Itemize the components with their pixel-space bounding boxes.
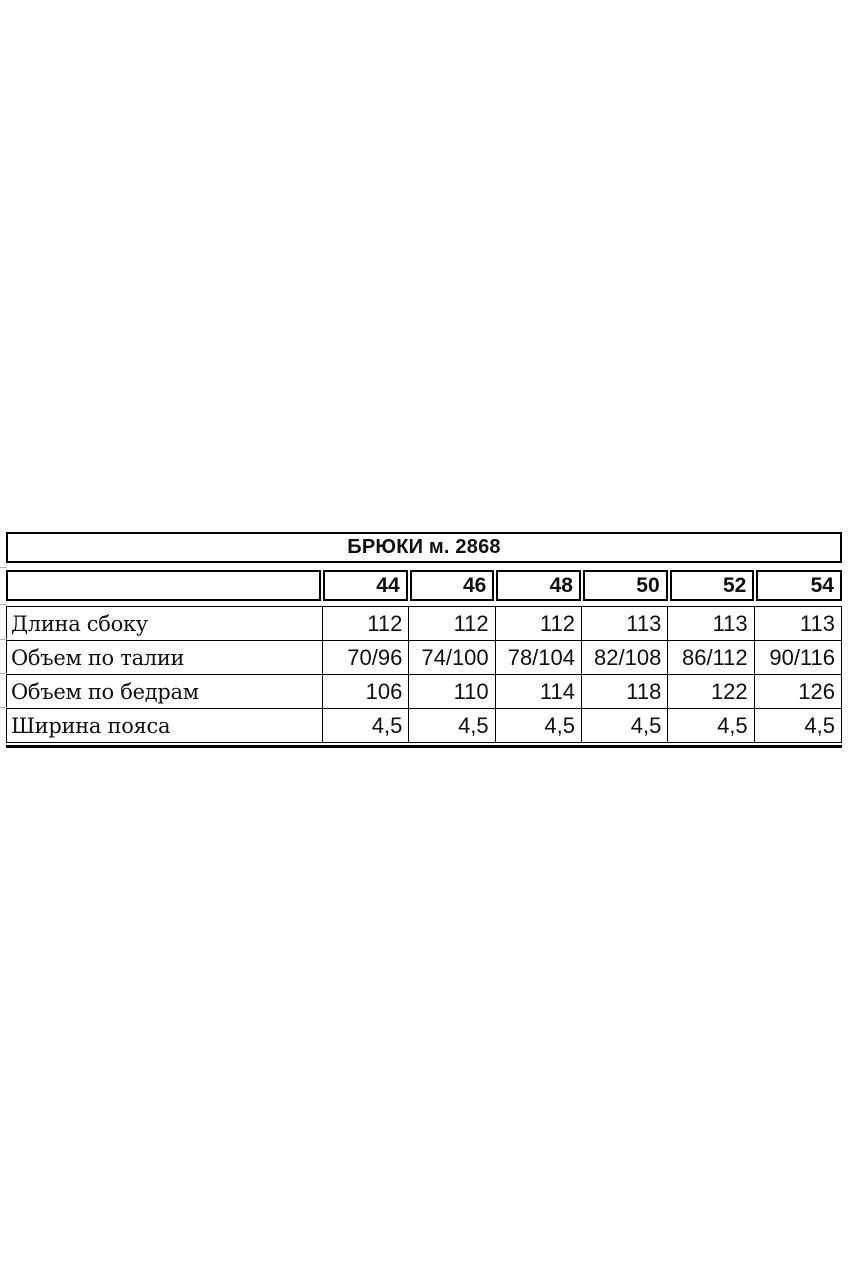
value-cell: 112 bbox=[409, 607, 495, 640]
value-cell: 112 bbox=[323, 607, 409, 640]
size-header-blank-cell bbox=[6, 570, 321, 601]
value-cell: 4,5 bbox=[582, 709, 668, 742]
value-cell: 74/100 bbox=[409, 641, 495, 674]
table-row bbox=[7, 675, 841, 709]
size-header-cell: 50 bbox=[583, 570, 668, 601]
size-header-cell: 48 bbox=[496, 570, 581, 601]
table-row bbox=[7, 641, 841, 675]
gridline-stub bbox=[0, 707, 7, 708]
measurements-grid bbox=[6, 606, 842, 743]
size-header-cell: 46 bbox=[410, 570, 495, 601]
value-cell: 113 bbox=[755, 607, 841, 640]
row-gap bbox=[6, 563, 842, 570]
size-header-row bbox=[6, 570, 842, 601]
size-header-cell: 54 bbox=[756, 570, 842, 601]
value-cell: 82/108 bbox=[582, 641, 668, 674]
size-header-cell: 52 bbox=[670, 570, 755, 601]
value-cell: 4,5 bbox=[496, 709, 582, 742]
size-header-cell: 44 bbox=[323, 570, 408, 601]
gridline-stub bbox=[0, 567, 7, 568]
value-cell: 4,5 bbox=[409, 709, 495, 742]
size-chart-table bbox=[6, 532, 842, 748]
value-cell: 110 bbox=[409, 675, 495, 708]
gridline-stub bbox=[0, 604, 7, 605]
row-label: Длина сбоку bbox=[7, 607, 323, 640]
value-cell: 106 bbox=[323, 675, 409, 708]
gridline-stub bbox=[0, 639, 7, 640]
table-title: БРЮКИ м. 2868 bbox=[6, 532, 842, 563]
value-cell: 112 bbox=[496, 607, 582, 640]
value-cell: 4,5 bbox=[755, 709, 841, 742]
table-bottom-border bbox=[6, 745, 842, 748]
value-cell: 4,5 bbox=[668, 709, 754, 742]
table-row bbox=[7, 709, 841, 742]
value-cell: 4,5 bbox=[323, 709, 409, 742]
value-cell: 86/112 bbox=[668, 641, 754, 674]
value-cell: 70/96 bbox=[323, 641, 409, 674]
row-label: Ширина пояса bbox=[7, 709, 323, 742]
value-cell: 90/116 bbox=[755, 641, 841, 674]
value-cell: 78/104 bbox=[496, 641, 582, 674]
gridline-stub bbox=[0, 673, 7, 674]
table-row bbox=[7, 607, 841, 641]
row-label: Объем по талии bbox=[7, 641, 323, 674]
value-cell: 126 bbox=[755, 675, 841, 708]
value-cell: 122 bbox=[668, 675, 754, 708]
value-cell: 113 bbox=[668, 607, 754, 640]
row-label: Объем по бедрам bbox=[7, 675, 323, 708]
value-cell: 113 bbox=[582, 607, 668, 640]
value-cell: 114 bbox=[496, 675, 582, 708]
value-cell: 118 bbox=[582, 675, 668, 708]
